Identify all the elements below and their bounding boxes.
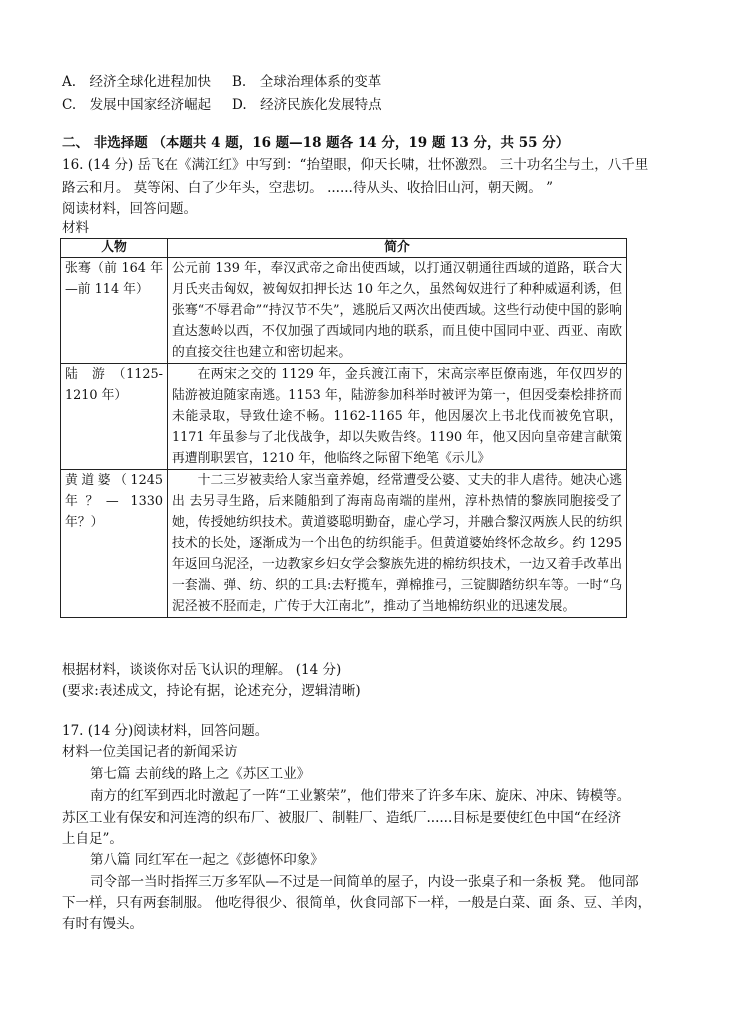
q17-line-2: 材料一位美国记者的新闻采访 — [62, 744, 238, 760]
person-intro: 十二三岁被卖给人家当童养媳，经常遭受公婆、丈夫的非人虐待。她决心逃出 去另寻生路，后来随船到了海南岛南端的崖州，淳朴热情的黎族同胞接受了她，传授她纺织技术。黄道婆聪明勤奋，虚心学习，并融合黎汉两族人民的纺织技术的长处，逐渐成为一个出色的纺织能手。但黄道婆始终怀念故乡。约 1295 年返回乌泥泾，一边教家乡妇女学会黎族先进的棉纺织技术，一边又着手改革出一套湍、弹、纺、织的工具:去籽揽车，弹棉推弓，三锭脚踏纺织车等。一时“乌泥泾被不胫而走，广传于大江南北”，推动了当地棉纺织业的迅速发展。 — [168, 470, 627, 618]
table-row — [61, 258, 627, 364]
person-name: 陆 游 （1125-1210 年） — [61, 364, 168, 470]
q16-requirements: (要求:表述成文，持论有据，论述充分，逻辑清晰) — [62, 683, 361, 699]
q17-line-8: 司令部一当时指挥三万多军队—不过是一间简单的屋子，内设一张桌子和一条板 凳。 他同部 — [90, 874, 639, 890]
q17-line-9: 下一样，只有两套制服。 他吃得很少、很简单，伙食同部下一样，一般是白菜、面 条、豆、羊肉， — [62, 895, 652, 911]
table-row — [61, 364, 627, 470]
table-row — [61, 470, 627, 618]
option-a: A. 经济全球化进程加快 — [62, 74, 212, 90]
header-person: 人物 — [61, 239, 168, 258]
person-name: 黄道婆（1245 年？— 1330 年？） — [61, 470, 168, 618]
option-d: D. 经济民族化发展特点 — [232, 97, 382, 113]
q16-line-1: 16. (14 分) 岳飞在《满江红》中写到：“抬望眼，仰天长啸，壮怀激烈。 三十功名尘与土，八千里 — [62, 157, 649, 173]
q16-prompt: 根据材料，谈谈你对岳飞认识的理解。 (14 分) — [62, 662, 342, 678]
section-title: 二、 非选择题 （本题共 4 题，16 题—18 题各 14 分，19 题 13 分，共 55 分） — [62, 135, 570, 151]
material-label: 材料 — [62, 220, 89, 236]
header-intro: 简介 — [168, 239, 627, 258]
q17-line-10: 有时有馒头。 — [62, 916, 143, 932]
q16-line-2: 路云和月。 莫等闲、白了少年头，空悲切。 ......待从头、收拾旧山河，朝天阙。 ” — [62, 180, 554, 196]
table-header-row — [61, 239, 627, 258]
q17-line-5: 苏区工业有保安和河连湾的织布厂、被服厂、制鞋厂、造纸厂......目标是要使红色中国“在经济 — [62, 810, 622, 826]
person-intro: 公元前 139 年，奉汉武帝之命出使西域，以打通汉朝通往西域的道路，联合大月氏夹击匈奴，被匈奴扣押长达 10 年之久，虽然匈奴进行了种种威逼利诱，但张骞“不辱君命”“持汉节不失”，逃脱后又两次出使西域。这些行动使中国的影响直达葱岭以西，不仅加强了西域同内地的联系，而且使中国同中亚、西亚、南欧的直接交往也建立和密切起来。 — [168, 258, 627, 364]
q17-line-4: 南方的红军到西北时激起了一阵“工业繁荣”，他们带来了许多车床、旋床、冲床、铸模等。 — [90, 788, 631, 804]
q17-line-1: 17. (14 分)阅读材料，回答问题。 — [62, 723, 269, 739]
figure-table — [60, 238, 627, 618]
q16-line-3: 阅读材料，回答问题。 — [62, 201, 197, 217]
person-name: 张骞（前 164 年—前 114 年） — [61, 258, 168, 364]
q17-line-7: 第八篇 同红军在一起之《彭德怀印象》 — [90, 852, 324, 868]
option-b: B. 全球治理体系的变革 — [232, 74, 382, 90]
person-intro: 在两宋之交的 1129 年，金兵渡江南下，宋高宗率臣僚南逃，年仅四岁的陆游被迫随家南逃。1153 年，陆游参加科举时被评为第一，但因受秦桧排挤而未能录取，导致仕途不畅。1162-1165 年，他因屡次上书北伐而被免官职，1171 年虽参与了北伐战争，却以失败告终。1190 年，他又因向皇帝建言献策再遭削职罢官，1210 年，他临终之际留下绝笔《示儿》 — [168, 364, 627, 470]
q17-line-3: 第七篇 去前线的路上之《苏区工业》 — [90, 766, 311, 782]
option-c: C. 发展中国家经济崛起 — [62, 97, 212, 113]
q17-line-6: 上自足”。 — [62, 831, 123, 847]
